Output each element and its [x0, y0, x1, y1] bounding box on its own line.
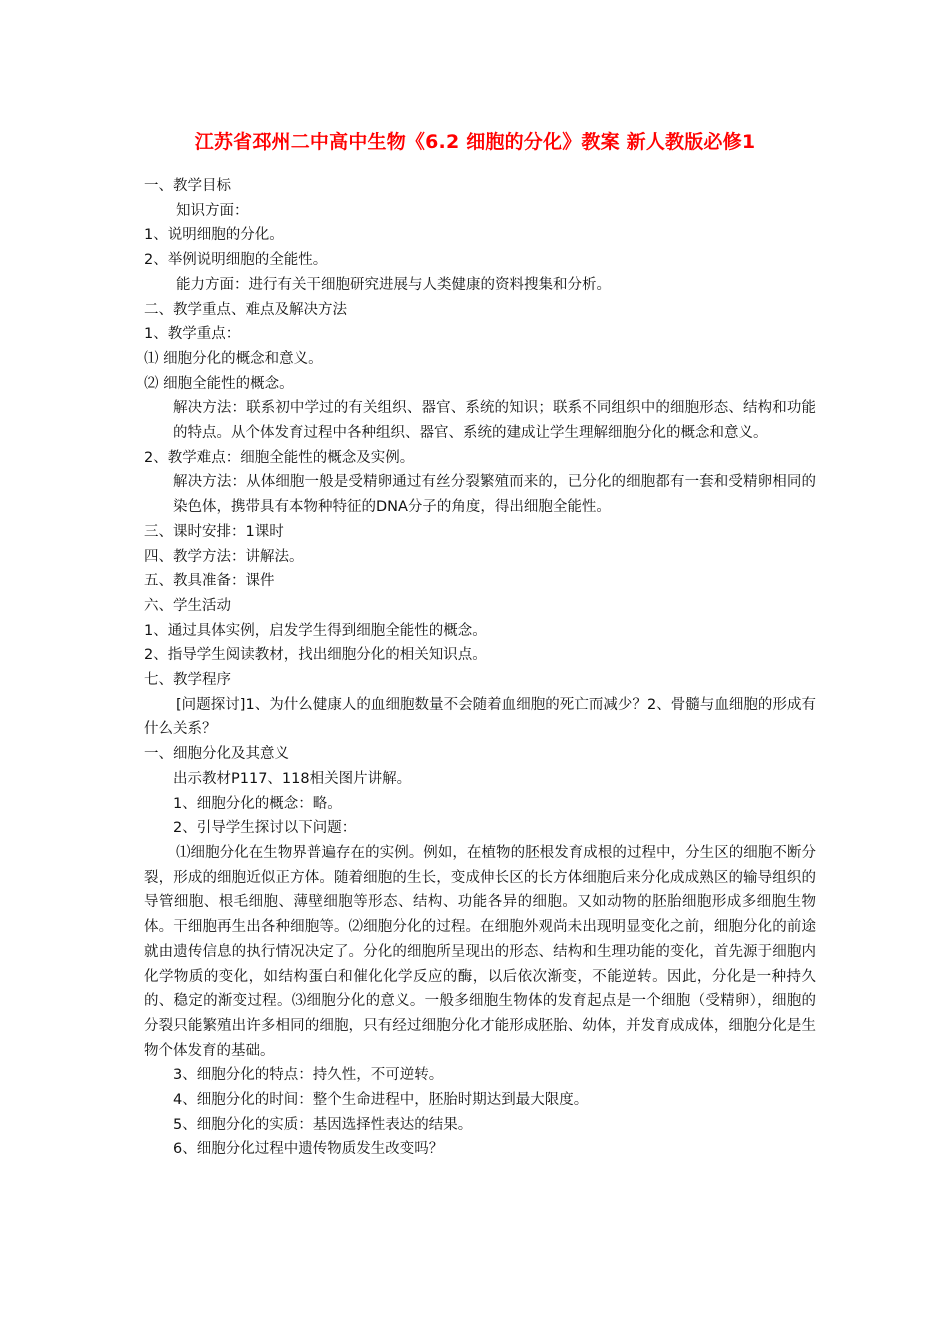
list-item: 5、细胞分化的实质：基因选择性表达的结果。 — [173, 1116, 473, 1133]
paragraph: [问题探讨]1、为什么健康人的血细胞数量不会随着血细胞的死亡而减少？2、骨髓与血细胞的形成有什么关系？ — [144, 696, 816, 738]
list-item: 1、通过具体实例，启发学生得到细胞全能性的概念。 — [144, 622, 487, 639]
section-heading: 一、教学目标 — [144, 178, 231, 194]
list-item: 2、教学难点：细胞全能性的概念及实例。 — [144, 449, 415, 466]
document-body — [144, 174, 816, 1162]
list-item: 2、举例说明细胞的全能性。 — [144, 252, 328, 269]
list-item: 1、说明细胞的分化。 — [144, 227, 284, 244]
list-item: 2、引导学生探讨以下问题： — [173, 820, 357, 837]
subheading: 知识方面： — [176, 202, 249, 219]
subheading: 能力方面：进行有关干细胞研究进展与人类健康的资料搜集和分析。 — [176, 276, 611, 293]
section-heading: 三、课时安排：1课时 — [144, 523, 284, 540]
section-heading: 七、教学程序 — [144, 672, 231, 689]
paragraph: 解决方法：从体细胞一般是受精卵通过有丝分裂繁殖而来的，已分化的细胞都有一套和受精卵相同的染色体，携带具有本物种特征的DNA分子的角度，得出细胞全能性。 — [173, 474, 816, 516]
list-item: 3、细胞分化的特点：持久性，不可逆转。 — [173, 1067, 444, 1084]
paragraph: 解决方法：联系初中学过的有关组织、器官、系统的知识；联系不同组织中的细胞形态、结构和功能的特点。从个体发育过程中各种组织、器官、系统的建成让学生理解细胞分化的概念和意义。 — [173, 400, 816, 442]
list-item: 6、细胞分化过程中遗传物质发生改变吗？ — [173, 1141, 444, 1158]
list-item: 4、细胞分化的时间：整个生命进程中，胚胎时期达到最大限度。 — [173, 1092, 589, 1109]
section-heading: 一、细胞分化及其意义 — [144, 746, 289, 763]
section-heading: 四、教学方法：讲解法。 — [144, 548, 304, 565]
section-heading: 六、学生活动 — [144, 597, 231, 614]
list-item: ⑴ 细胞分化的概念和意义。 — [144, 350, 323, 367]
list-item: 2、指导学生阅读教材，找出细胞分化的相关知识点。 — [144, 647, 487, 664]
list-item: ⑵ 细胞全能性的概念。 — [144, 375, 294, 392]
page-title: 江苏省邳州二中高中生物《6.2 细胞的分化》教案 新人教版必修1 — [194, 131, 756, 153]
section-heading: 五、教具准备：课件 — [144, 573, 275, 590]
paragraph: 出示教材P117、118相关图片讲解。 — [173, 770, 412, 787]
section-heading: 二、教学重点、难点及解决方法 — [144, 301, 347, 318]
paragraph: ⑴细胞分化在生物界普遍存在的实例。例如，在植物的胚根发育成根的过程中，分生区的细胞不断分裂，形成的细胞近似正方体。随着细胞的生长，变成伸长区的长方体细胞后来分化成成熟区的输导组织的导管细胞、根毛细胞、薄壁细胞等形态、结构、功能各异的细胞。又如动物的胚胎细胞形成多细胞生物体。干细胞再生出各种细胞等。⑵细胞分化的过程。在细胞外观尚未出现明显变化之前，细胞分化的前途就由遗传信息的执行情况决定了。分化的细胞所呈现出的形态、结构和生理功能的变化，首先源于细胞内化学物质的变化，如结构蛋白和催化化学反应的酶，以后依次渐变，不能逆转。因此，分化是一种持久的、稳定的渐变过程。⑶细胞分化的意义。一般多细胞生物体的发育起点是一个细胞（受精卵），细胞的分裂只能繁殖出许多相同的细胞，只有经过细胞分化才能形成胚胎、幼体，并发育成成体，细胞分化是生物个体发育的基础。 — [144, 844, 816, 1059]
list-item: 1、教学重点： — [144, 326, 241, 343]
list-item: 1、细胞分化的概念：略。 — [173, 795, 342, 812]
